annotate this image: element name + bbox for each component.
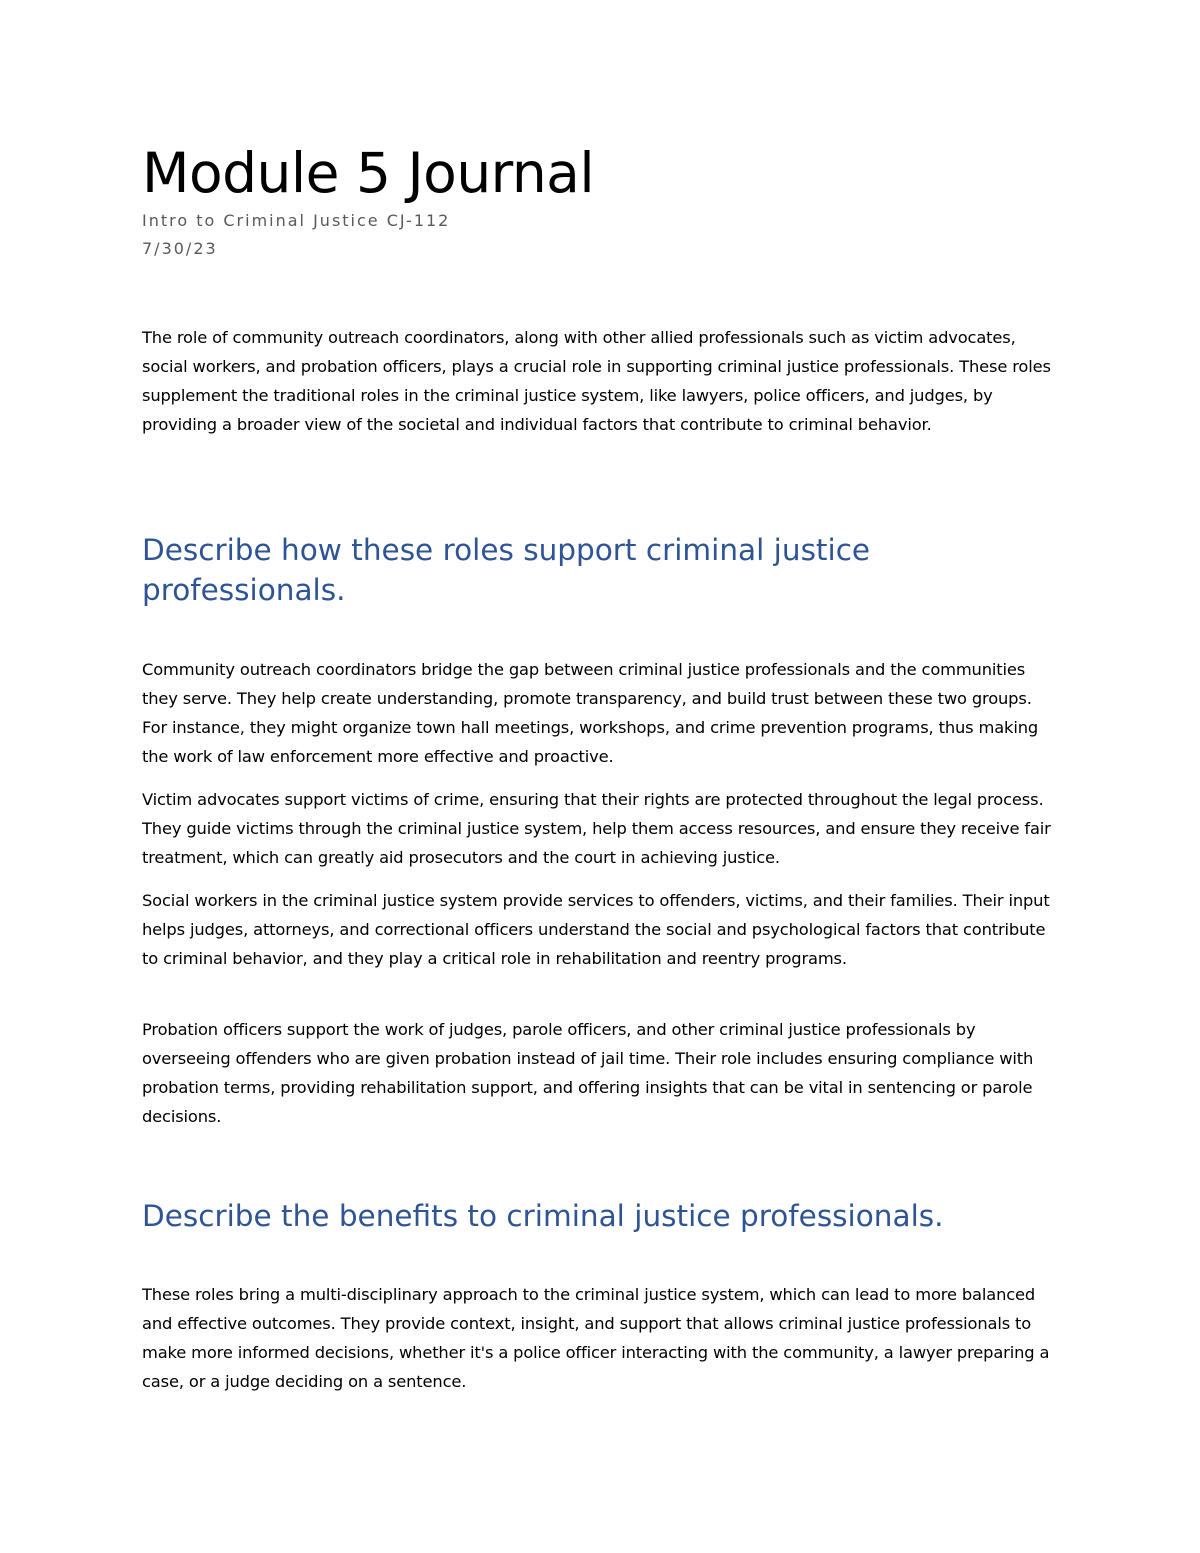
- paragraph-probation-officers: Probation officers support the work of judges, parole officers, and other criminal justice professionals by overseeing offenders who are given probation instead of jail time. Their role includes ensuring compliance with probation terms, providing rehabilitation support, and offering insights that can be vital in sentencing or parole decisions.: [142, 1020, 1034, 1126]
- document-date: 7/30/23: [142, 239, 218, 258]
- paragraph-outreach-coordinators: Community outreach coordinators bridge the gap between criminal justice professionals and the communities they serve. They help create understanding, promote transparency, and build trust between these two groups. For instance, they might organize town hall meetings, workshops, and crime prevention programs, thus making the work of law enforcement more effective and proactive.: [142, 660, 1039, 766]
- paragraph-victim-advocates: Victim advocates support victims of crime, ensuring that their rights are protected throughout the legal process. They guide victims through the criminal justice system, help them access resources, and ensure they receive fair treatment, which can greatly aid prosecutors and the court in achieving justice.: [142, 790, 1051, 867]
- intro-paragraph: The role of community outreach coordinators, along with other allied professionals such as victim advocates, social workers, and probation officers, plays a crucial role in supporting criminal justice professionals. These roles supplement the traditional roles in the criminal justice system, like lawyers, police officers, and judges, by providing a broader view of the societal and individual factors that contribute to criminal behavior.: [142, 328, 1051, 434]
- section-heading-benefits: Describe the benefits to criminal justice professionals.: [142, 1199, 944, 1233]
- document-subtitle: Intro to Criminal Justice CJ-112: [142, 211, 451, 230]
- paragraph-social-workers: Social workers in the criminal justice system provide services to offenders, victims, and their families. Their input helps judges, attorneys, and correctional officers understand the social and psychological factors that contribute to criminal behavior, and they play a critical role in rehabilitation and reentry programs.: [142, 891, 1050, 968]
- section-heading-roles: Describe how these roles support criminal justice professionals.: [142, 533, 871, 607]
- document-title: Module 5 Journal: [142, 141, 595, 205]
- paragraph-benefits: These roles bring a multi-disciplinary approach to the criminal justice system, which can lead to more balanced and effective outcomes. They provide context, insight, and support that allows criminal justice professionals to make more informed decisions, whether it's a police officer interacting with the community, a lawyer preparing a case, or a judge deciding on a sentence.: [142, 1285, 1050, 1391]
